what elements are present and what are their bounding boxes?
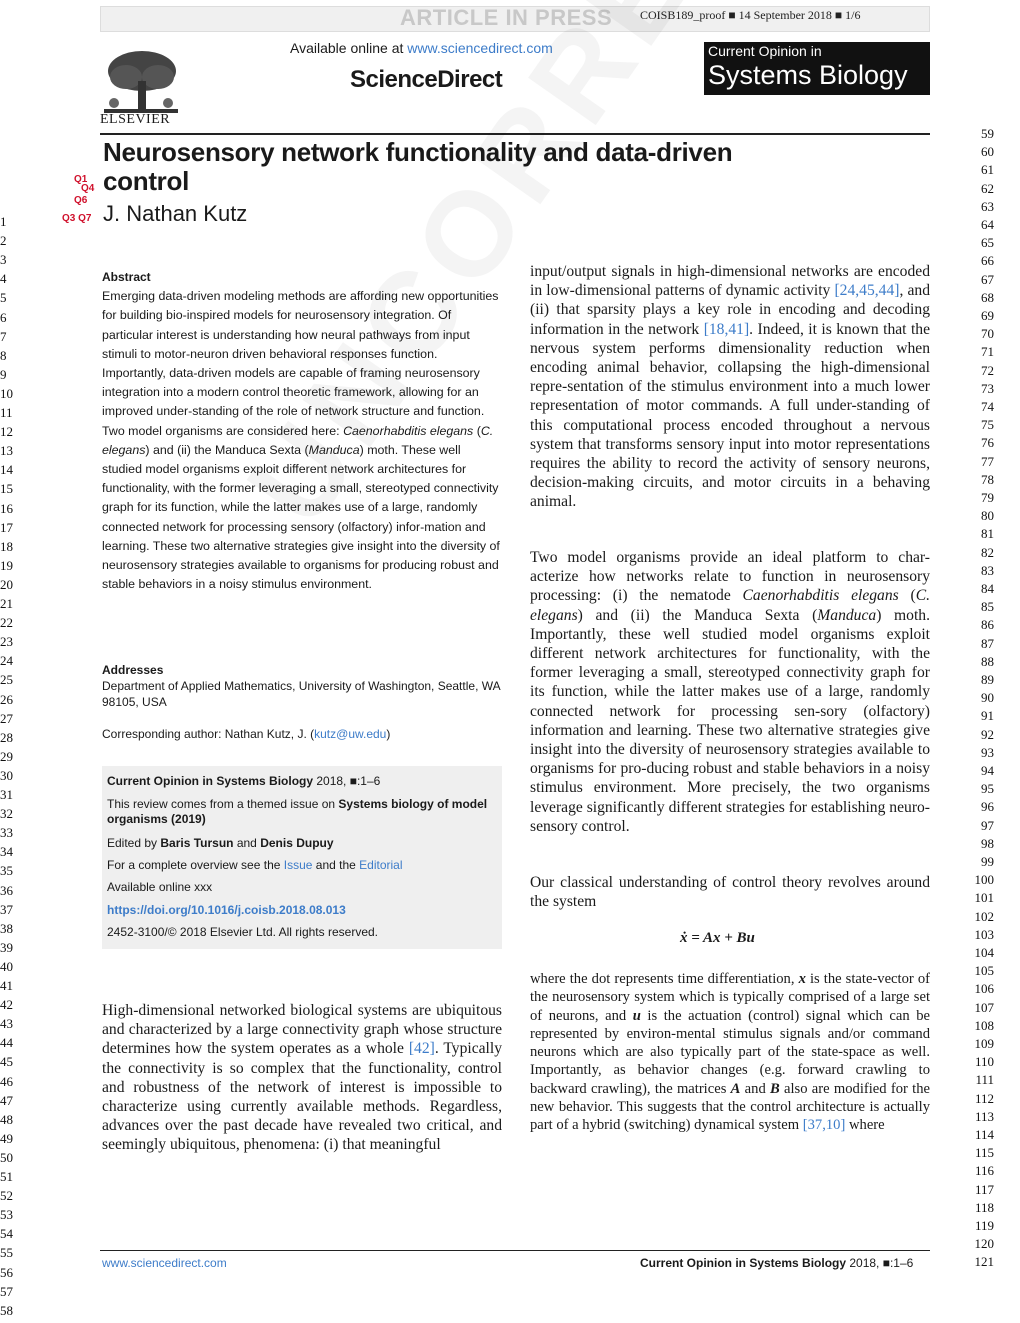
article-in-press-banner: ARTICLE IN PRESS — [400, 5, 613, 30]
line-number: 80 — [981, 508, 994, 524]
line-number: 95 — [981, 781, 994, 797]
line-number: 87 — [981, 635, 994, 651]
line-number: 101 — [974, 890, 994, 906]
line-number: 10 — [0, 385, 13, 401]
line-number: 28 — [0, 729, 13, 745]
line-number: 109 — [974, 1036, 994, 1051]
line-number: 12 — [0, 424, 13, 440]
line-number: 121 — [974, 1254, 994, 1270]
line-number: 34 — [0, 844, 13, 860]
line-number: 120 — [974, 1236, 994, 1252]
line-number: 59 — [981, 126, 994, 141]
right-paragraph-3: Our classical understanding of control theory revolves around the system — [530, 874, 930, 911]
line-number: 6 — [0, 309, 7, 325]
footer-url[interactable]: www.sciencedirect.com — [102, 1256, 227, 1270]
line-number: 25 — [0, 672, 13, 688]
query-mark[interactable]: Q3 Q7 — [62, 213, 92, 224]
line-number: 18 — [0, 538, 13, 554]
sciencedirect-wordmark: ScienceDirect — [350, 66, 503, 93]
line-number: 63 — [981, 198, 994, 214]
query-mark[interactable]: Q6 — [74, 195, 88, 206]
line-number: 50 — [0, 1149, 13, 1165]
addresses-section — [102, 662, 504, 742]
line-number: 47 — [0, 1092, 13, 1108]
line-number: 55 — [0, 1245, 13, 1261]
line-number: 37 — [0, 901, 13, 917]
line-number: 35 — [0, 863, 13, 879]
line-number: 40 — [0, 958, 13, 974]
line-number: 118 — [974, 1199, 994, 1215]
line-number: 69 — [981, 308, 994, 323]
line-number: 108 — [974, 1017, 994, 1033]
line-number: 1 — [0, 214, 7, 229]
line-number: 96 — [981, 799, 994, 815]
info-theme: This review comes from a themed issue on Systems biology of model organisms (2019) — [107, 797, 488, 826]
citation-link[interactable]: [18,41] — [703, 320, 750, 338]
line-number: 20 — [0, 576, 13, 592]
line-number: 53 — [0, 1207, 13, 1223]
citation-link[interactable]: [42] — [408, 1040, 435, 1058]
issue-link[interactable]: Issue — [283, 858, 313, 872]
line-number: 70 — [981, 326, 994, 342]
line-number: 30 — [0, 767, 13, 783]
line-number: 73 — [981, 380, 994, 396]
line-number: 15 — [0, 481, 13, 497]
line-number: 32 — [0, 806, 13, 822]
info-editors: Edited by Baris Tursun and Denis Dupuy — [107, 836, 334, 850]
line-number: 29 — [0, 748, 13, 764]
line-number: 22 — [0, 615, 13, 631]
line-number: 36 — [0, 882, 13, 898]
email-link[interactable]: kutz@uw.edu — [314, 727, 387, 741]
line-number: 67 — [981, 271, 994, 287]
line-number: 94 — [981, 763, 994, 778]
line-number: 51 — [0, 1169, 13, 1184]
available-prefix: Available online at — [290, 40, 404, 56]
line-number: 60 — [981, 144, 994, 160]
query-mark[interactable]: Q4 — [81, 183, 95, 194]
citation-link[interactable]: [37,10] — [802, 1117, 846, 1134]
line-number: 16 — [0, 500, 13, 516]
info-doi — [107, 903, 497, 918]
line-number: 3 — [0, 252, 7, 268]
line-number: 72 — [981, 362, 994, 378]
line-number: 99 — [981, 854, 994, 869]
line-number: 113 — [974, 1108, 994, 1124]
line-number: 17 — [0, 519, 13, 535]
line-number: 19 — [0, 557, 13, 573]
line-number: 77 — [981, 453, 994, 469]
line-number: 106 — [974, 981, 994, 997]
line-number: 65 — [981, 235, 994, 251]
proof-line: COISB189_proof ■ 14 September 2018 ■ 1/6 — [640, 8, 861, 22]
line-number: 45 — [0, 1054, 13, 1070]
line-number: 26 — [0, 691, 13, 707]
line-number: 92 — [981, 726, 994, 742]
line-number: 111 — [975, 1072, 994, 1088]
line-number: 103 — [974, 926, 994, 942]
line-number: 7 — [0, 328, 7, 344]
line-number: 46 — [0, 1073, 13, 1089]
info-journal: Current Opinion in Systems Biology 2018, ■:1–6 — [107, 774, 381, 788]
line-number: 44 — [0, 1035, 13, 1051]
line-number: 68 — [981, 289, 994, 305]
line-number: 97 — [981, 817, 994, 833]
line-number: 86 — [981, 617, 994, 633]
abstract-section — [102, 268, 500, 594]
line-number: 79 — [981, 490, 994, 505]
line-number: 33 — [0, 825, 13, 841]
publisher-wordmark: ELSEVIER — [100, 112, 171, 127]
journal-badge-line1: Current Opinion in — [708, 43, 822, 59]
doi-link[interactable]: https://doi.org/10.1016/j.coisb.2018.08.013 — [107, 903, 346, 917]
line-number: 115 — [974, 1145, 994, 1161]
line-number: 88 — [981, 653, 994, 669]
affiliation: Department of Applied Mathematics, University of Washington, Seattle, WA 98105, USA — [102, 679, 500, 709]
line-number: 76 — [981, 435, 994, 451]
line-number: 5 — [0, 290, 7, 306]
line-number: 9 — [0, 366, 7, 382]
line-number: 49 — [0, 1130, 13, 1146]
line-number: 62 — [981, 180, 994, 196]
info-overview: For a complete overview see the Issue and the Editorial — [107, 858, 403, 872]
line-number: 41 — [0, 978, 13, 993]
line-number: 114 — [974, 1127, 994, 1142]
line-number: 27 — [0, 710, 13, 726]
line-number: 61 — [981, 162, 994, 178]
line-number: 64 — [981, 217, 994, 232]
line-number: 31 — [0, 787, 13, 802]
line-number: 58 — [0, 1302, 13, 1318]
line-number: 56 — [0, 1264, 13, 1280]
right-paragraph-2: Two model organisms provide an ideal platform to char-acterize how networks relate to function in neurosensory processing: (i) the nematode Caenorhabditis elegans (C. elegans) and (ii) the Manduca Sexta (Manduca) moth. Importantly, these well studied model organisms exploit different network architectures for functionality, with the former leveraging a small, stereotyped connectivity graph for its function, while the latter makes use of a large, randomly connected network for processing sen-sory (olfactory) information and learning. These two alternative strategies give insight into the diversity of neurosensory strategies available to organisms for pro-ducing robust and stable behaviors in a noisy stimulus environment. More precisely, the two organisms leverage significantly different strategies for establishing neuro-sensory control. — [530, 549, 930, 835]
right-paragraph-4: where the dot represents time differentiation, x is the state-vector of the neurosensory system which is typically comprised of a large set of neurons, and u is the actuation (control) signal which can be represented by environ-mental stimulus signals and/or command neurons which are also typically part of the state-space as well. Importantly, as behavior changes (e.g. forward crawling to backward crawling), the matrices A and B also are modified for the new behavior. This suggests that the control architecture is actually part of a hybrid (switching) dynamical system [37,10] where — [530, 971, 930, 1134]
sciencedirect-link[interactable]: www.sciencedirect.com — [407, 40, 553, 56]
article-author: J. Nathan Kutz — [103, 201, 248, 226]
footer-rule — [100, 1250, 930, 1251]
line-number: 14 — [0, 462, 13, 478]
query-mark[interactable]: Q1 — [74, 174, 88, 185]
line-number: 57 — [0, 1283, 13, 1299]
line-number: 21 — [0, 596, 13, 611]
line-number: 93 — [981, 744, 994, 760]
article-info-box — [102, 766, 502, 949]
line-number: 23 — [0, 634, 13, 650]
line-number: 81 — [981, 526, 994, 542]
line-number: 112 — [974, 1090, 994, 1106]
line-number: 24 — [0, 653, 13, 669]
line-number: 43 — [0, 1016, 13, 1032]
right-paragraph-1: input/output signals in high-dimensional networks are encoded in low-dimensional patterns of dynamic activity [24,45,44], and (ii) that sparsity plays a key role in encoding and decoding information in the network [18,41]. Indeed, it is known that the nervous system performs dimensionality reduction when encoding animal behavior, collapsing the high-dimensional repre-sentation of the stimulus environment into a much lower representation of motor commands. A full under-standing of this computational process encoded throughout a nervous system that transforms sensory input into motor representations requires the ability to record the activity of sensory neurons, decision-making circuits, and motor circuits in a behaving animal. — [530, 263, 931, 511]
addresses-heading: Addresses — [102, 663, 164, 677]
line-number: 2 — [0, 233, 7, 249]
line-number: 85 — [981, 599, 994, 615]
citation-link[interactable]: [24,45,44] — [834, 282, 900, 300]
line-number: 39 — [0, 939, 13, 955]
line-number: 66 — [981, 253, 994, 269]
journal-badge-line2: Systems Biology — [708, 60, 908, 90]
line-number: 42 — [0, 997, 13, 1013]
line-number: 52 — [0, 1188, 13, 1204]
line-number: 75 — [981, 417, 994, 433]
line-number: 98 — [981, 835, 994, 851]
line-number: 74 — [981, 399, 994, 414]
line-number: 91 — [981, 708, 994, 724]
line-number: 13 — [0, 443, 13, 459]
journal-badge — [704, 42, 930, 95]
info-available: Available online xxx — [107, 880, 213, 894]
editorial-link[interactable]: Editorial — [359, 858, 403, 872]
line-number: 116 — [974, 1163, 994, 1179]
line-number: 78 — [981, 471, 994, 487]
line-number: 89 — [981, 672, 994, 687]
line-number: 105 — [974, 963, 994, 979]
line-number: 82 — [981, 544, 994, 560]
line-number: 4 — [0, 271, 7, 287]
control-equation: ẋ = Ax + Bu — [680, 930, 755, 946]
line-number: 100 — [974, 872, 994, 888]
article-title: Neurosensory network functionality and data-driven control — [103, 137, 733, 196]
abstract-text: Emerging data-driven modeling methods are affording new opportunities for building bio-inspired models for neurosensory integration. Of particular interest is understanding how neural pathways from input stimuli to motor-neuron driven behavioral responses function. Importantly, data-driven models are capable of framing neurosensory integration into a modern control theoretic framework, allowing for an improved under-standing of the role of network structure and function. Two model organisms are considered here: Caenorhabditis elegans (C. elegans) and (ii) the Manduca Sexta (Manduca) moth. These well studied model organisms exploit different network architectures for functionality, with the former leveraging a small, stereotyped connectivity graph for its function, while the latter makes use of a large, randomly connected network for processing sensory (olfactory) infor-mation and learning. These two alternative strategies give insight into the diversity of neurosensory strategies available to organisms for producing robust and stable behaviors in a noisy stimulus environment. — [102, 289, 500, 592]
footer-journal: Current Opinion in Systems Biology 2018, ■:1–6 — [640, 1256, 914, 1270]
line-number: 90 — [981, 690, 994, 706]
line-number: 107 — [974, 999, 994, 1015]
line-number: 102 — [974, 908, 994, 924]
line-number: 54 — [0, 1226, 13, 1242]
info-copyright: 2452-3100/© 2018 Elsevier Ltd. All rights reserved. — [107, 925, 378, 939]
abstract-heading: Abstract — [102, 270, 151, 284]
line-number: 83 — [981, 562, 994, 578]
line-number: 71 — [981, 344, 994, 360]
line-number: 119 — [974, 1218, 994, 1233]
corresponding-author: Corresponding author: Nathan Kutz, J. (kutz@uw.edu) — [102, 727, 391, 741]
line-number: 104 — [974, 945, 994, 960]
line-number: 38 — [0, 920, 13, 936]
line-number: 8 — [0, 347, 7, 363]
line-number: 117 — [974, 1181, 994, 1197]
line-number: 11 — [0, 405, 13, 420]
line-number: 48 — [0, 1111, 13, 1127]
line-number: 110 — [974, 1054, 994, 1070]
intro-paragraph: High-dimensional networked biological systems are ubiquitous and characterized by a large connectivity graph whose structure determines how the system operates as a whole [42]. Typically the connectivity is so complex that the functionality, control and robustness of the network of interest is impossible to characterize using currently available methods. Regardless, advances over the past decade have revealed two critical, and seemingly ubiquitous, phenomena: (i) that meaningful — [102, 1002, 502, 1154]
line-number: 84 — [981, 581, 994, 596]
